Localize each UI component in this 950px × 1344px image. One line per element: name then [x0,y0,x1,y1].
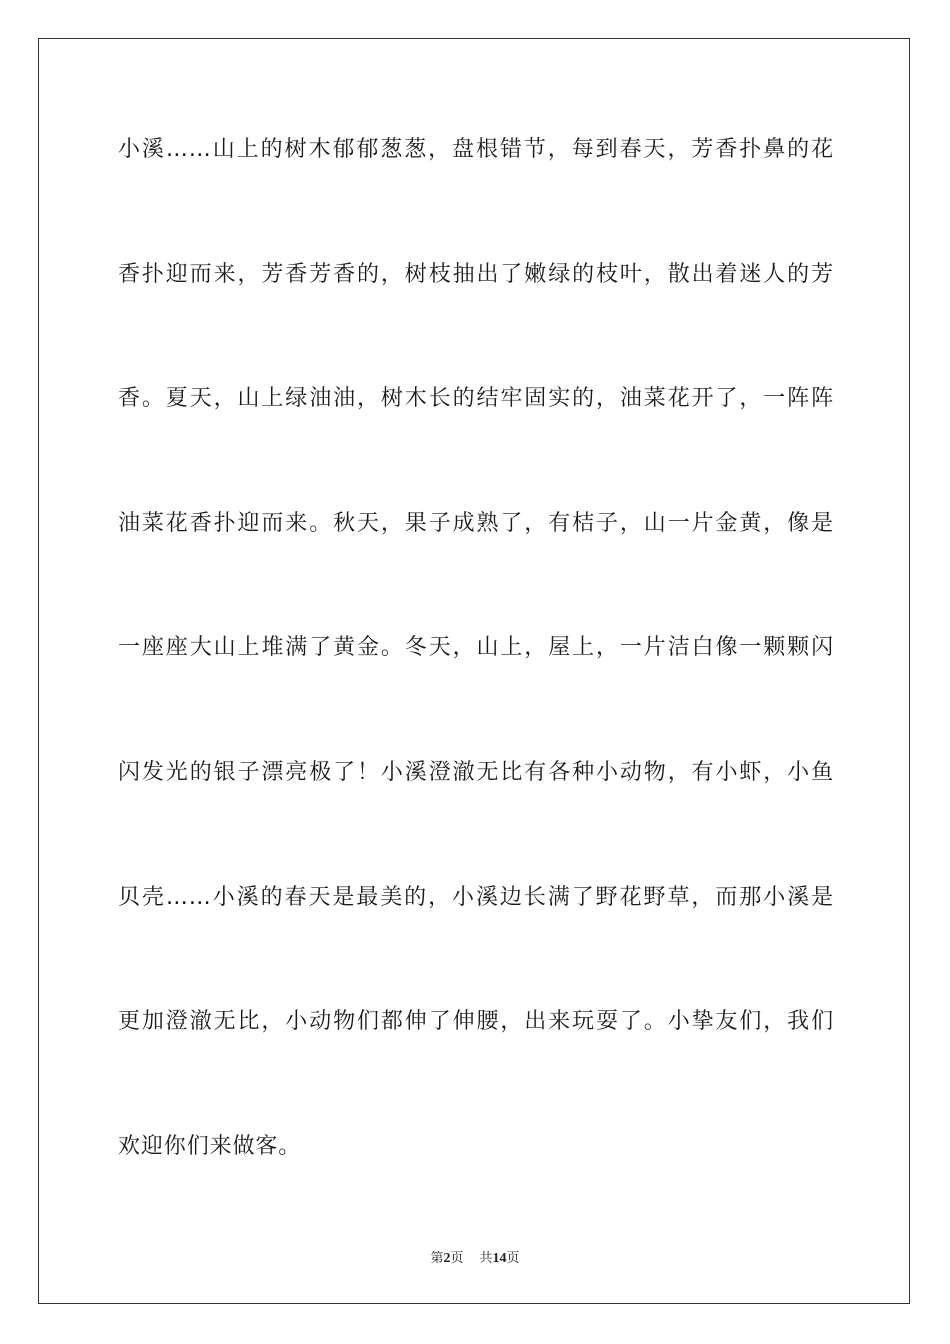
body-line-5: 一座座大山上堆满了黄金。冬天，山上，屋上，一片洁白像一颗颗闪 [118,635,834,661]
page-number: 2 [443,1251,451,1266]
body-line-7: 贝壳……小溪的春天是最美的，小溪边长满了野花野草，而那小溪是 [118,884,834,910]
body-line-8: 更加澄澈无比，小动物们都伸了伸腰，出来玩耍了。小挚友们，我们 [118,1009,834,1035]
document-body [118,131,834,1252]
body-line-1: 小溪……山上的树木郁郁葱葱，盘根错节，每到春天，芳香扑鼻的花 [118,137,834,162]
body-line-4: 油菜花香扑迎而来。秋天，果子成熟了，有桔子，山一片金黄，像是 [118,510,834,536]
total-prefix: 共 [479,1251,493,1266]
body-line-6: 闪发光的银子漂亮极了！小溪澄澈无比有各种小动物，有小虾，小鱼 [118,759,834,785]
body-line-9: 欢迎你们来做客。 [118,1133,302,1159]
total-suffix: 页 [506,1251,520,1266]
page-suffix: 页 [450,1251,464,1266]
page-footer [0,1247,950,1267]
page-prefix: 第 [430,1251,444,1266]
body-line-3: 香。夏天，山上绿油油，树木长的结牢固实的，油菜花开了，一阵阵 [118,386,834,412]
total-pages: 14 [492,1251,507,1266]
body-line-2: 香扑迎而来，芳香芳香的，树枝抽出了嫩绿的枝叶，散出着迷人的芳 [118,261,834,287]
